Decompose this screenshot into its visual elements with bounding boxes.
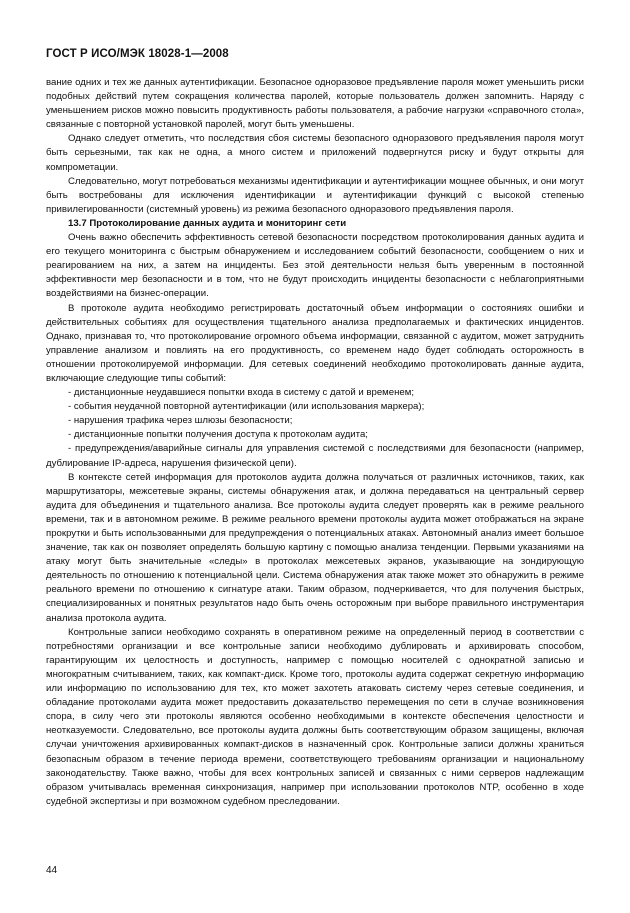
paragraph: Следовательно, могут потребоваться механизмы идентификации и аутентификации мощнее обычных, и они могут быть востребованы для исключения идентификации и аутентификации функций с высокой степенью привилегированности (системный уровень) из режима безопасного одноразового предъявления пароля.: [46, 175, 584, 215]
list-item: - события неудачной повторной аутентификации (или использования маркера);: [68, 401, 425, 413]
document-header: ГОСТ Р ИСО/МЭК 18028-1—2008: [46, 48, 229, 60]
list-item: - нарушения трафика через шлюзы безопасности;: [68, 415, 293, 427]
list-item: - дистанционные попытки получения доступа к протоколам аудита;: [68, 429, 368, 441]
document-body: [46, 76, 584, 809]
list-item: - дистанционные неудавшиеся попытки входа в систему с датой и временем;: [68, 387, 414, 399]
paragraph: В протоколе аудита необходимо регистрировать достаточный объем информации о состояниях ошибки и действительных событиях для осуществления тщательного анализа предполагаемых и фактических инцидентов. Однако, признавая то, что протоколирование огромного объема информации, связанной с аудитом, может затруднить управление анализом и повлиять на его продуктивность, со временем надо будет соблюдать осторожность в отношении протоколируемой информации. Для сетевых соединений необходимо протоколировать данные аудита, включающие следующие типы событий:: [46, 302, 584, 384]
paragraph: вание одних и тех же данных аутентификации. Безопасное одноразовое предъявление пароля может уменьшить риски подобных действий путем сокращения количества паролей, которые пользователь должен запомнить. Наряду с уменьшением рисков можно повысить продуктивность работы пользователя, а рабочие нагрузки «справочного стола», связанные с повторной установкой паролей, могут быть уменьшены.: [46, 77, 584, 131]
paragraph: Контрольные записи необходимо сохранять в оперативном режиме на определенный период в соответствии с потребностями организации и все контрольные записи необходимо дублировать и архивировать способом, гарантирующим их целостность и доступность, например с помощью носителей с однократной записью и многократным считыванием, таких, как компакт-диск. Кроме того, протоколы аудита содержат секретную информацию или информацию по использованию для тех, кто может захотеть атаковать систему через сетевые соединения, и обладание протоколами аудита может предоставить доказательство перемещения по сети в случае возникновения спора, в силу чего эти протоколы являются особенно необходимыми в контексте обеспечения целостности и неотказуемости. Следовательно, все протоколы аудита должны быть соответствующим образом защищены, включая случаи уничтожения архивированных компакт-дисков в назначенный срок. Контрольные записи должны храниться безопасным образом в течение периода времени, соответствующего требованиям организации и национальному законодательству. Также важно, чтобы для всех контрольных записей и связанных с ними серверов надлежащим образом учитывалась временная синхронизация, например при использовании протоколов NTP, особенно в ходе судебной экспертизы и при возможном судебном преследовании.: [46, 626, 584, 807]
list-item: - предупреждения/аварийные сигналы для управления системой с последствиями для безопасности (например, дублирование IP-адреса, нарушения физической цепи).: [46, 443, 584, 469]
paragraph: Однако следует отметить, что последствия сбоя системы безопасного одноразового предъявления пароля могут быть серьезными, так как не одна, а много систем и приложений подвергнутся риску и будут открыты для компрометации.: [46, 133, 584, 173]
paragraph: Очень важно обеспечить эффективность сетевой безопасности посредством протоколирования данных аудита и его текущего мониторинга с быстрым обнаружением и исследованием событий безопасности, сообщением о них и реагированием на них, а затем на инциденты. Без этой деятельности нельзя быть уверенным в постоянной эффективности мер безопасности и в том, что не будут происходить инциденты безопасности с неблагоприятными воздействиями на бизнес-операции.: [46, 232, 584, 300]
section-heading: 13.7 Протоколирование данных аудита и мониторинг сети: [68, 217, 347, 229]
page-number: 44: [46, 865, 58, 876]
paragraph: В контексте сетей информация для протоколов аудита должна получаться от различных источников, таких, как маршрутизаторы, межсетевые экраны, системы обнаружения атак, и должна передаваться на центральный сервер аудита для объединения и тщательного анализа. Все протоколы аудита следует проверять как в режиме реального времени, так и в автономном режиме. В режиме реального времени протоколы аудита может отображаться на экране прокрутки и быть использованными для предупреждения о потенциальных атаках. Автономный анализ имеет большое значение, так как он позволяет определять большую картину с помощью анализа тенденции. Первыми указаниями на атаку могут быть значительные «следы» в протоколах межсетевых экранов, указывающие на зондирующую деятельность по отношению к потенциальной цели. Система обнаружения атак также может это обнаружить в режиме реального времени по отношению к сигнатуре атаки. Таким образом, подчеркивается, что для получения быстрых, специализированных и понятных результатов надо быть очень осторожным при выборе правильного инструментария анализа протокола аудита.: [46, 471, 584, 624]
